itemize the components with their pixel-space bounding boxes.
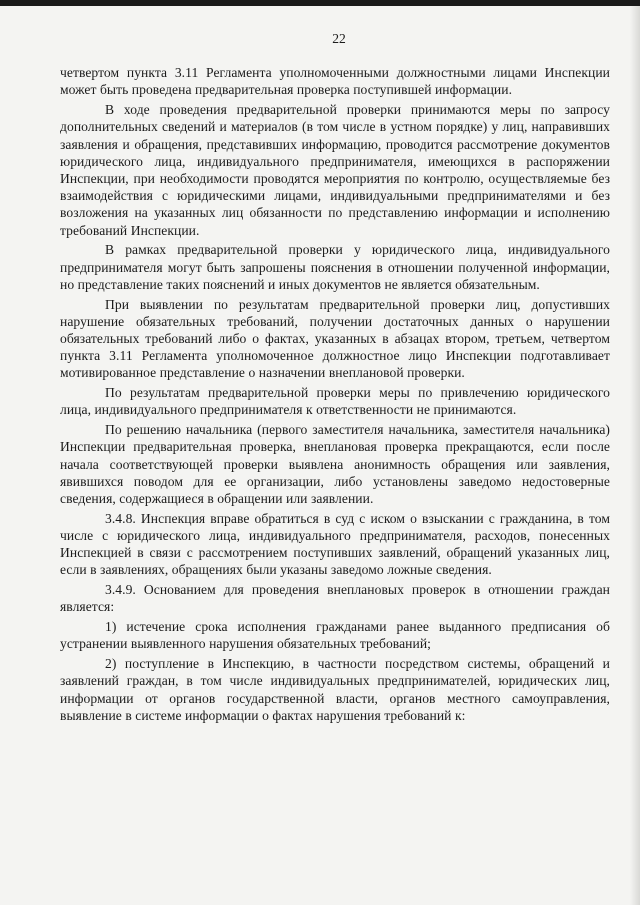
paragraph-no-liability: По результатам предварительной проверки меры по привлечению юридического лица, индивидуального предпринимателя к ответственности не принимаются. xyxy=(60,385,610,418)
paragraph-continuation: четвертом пункта 3.11 Регламента уполномоченными должностными лицами Инспекции может быть проведена предварительная проверка поступившей информации. xyxy=(60,65,610,98)
paragraph-termination: По решению начальника (первого заместителя начальника, заместителя начальника) Инспекции предварительная проверка, внеплановая проверка прекращаются, если после начала соответствующей проверки выявлена анонимность обращения или заявления, явившихся поводом для ее организации, либо установлены заведомо недостоверные сведения, содержащиеся в обращении или заявлении. xyxy=(60,422,610,507)
list-item-1: 1) истечение срока исполнения гражданами ранее выданного предписания об устранении выявленного нарушения обязательных требований; xyxy=(60,619,610,652)
paragraph-preliminary-check-measures: В ходе проведения предварительной проверки принимаются меры по запросу дополнительных сведений и материалов (в том числе в устном порядке) у лиц, направивших заявления и обращения, представивших информацию, проводится рассмотрение документов юридического лица, индивидуального предпринимателя, имеющихся в распоряжении Инспекции, при необходимости проводятся мероприятия по контролю, осуществляемые без взаимодействия с юридическими лицами, индивидуальными предпринимателями и без возложения на указанных лиц обязанности по представлению информации и исполнению требований Инспекции. xyxy=(60,102,610,238)
page-number: 22 xyxy=(332,31,346,46)
paragraph-violation-detection: При выявлении по результатам предварительной проверки лиц, допустивших нарушение обязательных требований, получении достаточных данных о нарушении обязательных требований либо о фактах, указанных в абзацах втором, третьем, четвертом пункта 3.11 Регламента уполномоченное должностное лицо Инспекции подготавливает мотивированное представление о назначении внеплановой проверки. xyxy=(60,296,610,381)
paragraph-3-4-9: 3.4.9. Основанием для проведения внеплановых проверок в отношении граждан является: xyxy=(60,582,610,615)
paragraph-3-4-8: 3.4.8. Инспекция вправе обратиться в суд с иском о взыскании с гражданина, в том числе с юридического лица, индивидуального предпринимателя, расходов, понесенных Инспекцией в связи с рассмотрением поступивших заявлений, обращений указанных лиц, если в заявлениях, обращениях были указаны заведомо ложные сведения. xyxy=(60,510,610,578)
list-item-2: 2) поступление в Инспекцию, в частности посредством системы, обращений и заявлений граждан, в том числе индивидуальных предпринимателей, юридических лиц, информации от органов государственной власти, органов местного самоуправления, выявление в системе информации о фактах нарушения требований к: xyxy=(60,656,610,723)
paragraph-explanations-request: В рамках предварительной проверки у юридического лица, индивидуального предпринимателя могут быть запрошены пояснения в отношении полученной информации, но представление таких пояснений и иных документов не является обязательным. xyxy=(60,242,610,292)
